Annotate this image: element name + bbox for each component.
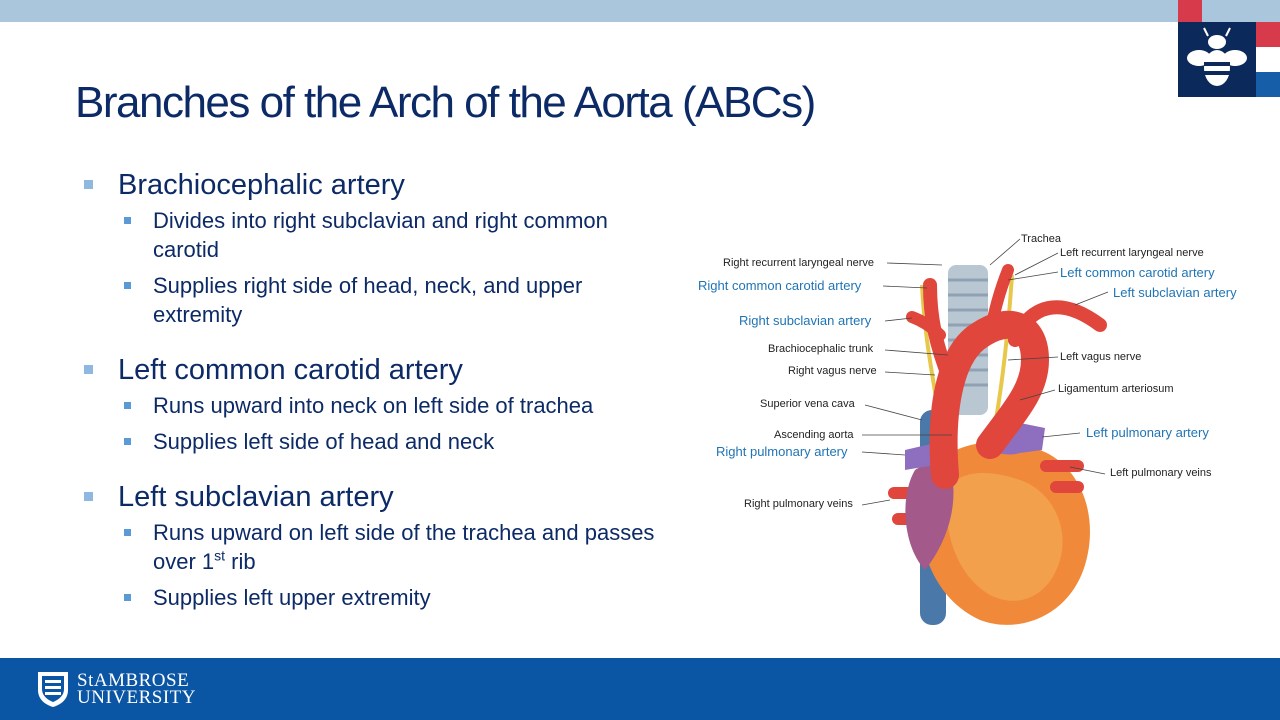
label-brachiocephalic-trunk: Brachiocephalic trunk (768, 343, 874, 355)
logo-blue-stripe (1256, 72, 1280, 97)
bullet-group (84, 480, 664, 612)
university-name-line1: StAMBROSE (77, 670, 190, 691)
heart-diagram (690, 225, 1260, 635)
label-right-vagus-nerve: Right vagus nerve (788, 365, 877, 377)
bullet-group (84, 168, 664, 329)
label-left-common-carotid-artery: Left common carotid artery (1060, 265, 1215, 280)
label-left-pulmonary-veins: Left pulmonary veins (1110, 467, 1212, 479)
label-right-common-carotid-artery: Right common carotid artery (698, 278, 862, 293)
crest-icon (36, 670, 70, 708)
bullet-text-tail: rib (225, 549, 256, 574)
bullet-heading: Left common carotid artery (84, 353, 664, 387)
bullet-item: Divides into right subclavian and right common carotid (84, 206, 664, 264)
label-right-recurrent-laryngeal-nerve: Right recurrent laryngeal nerve (723, 257, 875, 269)
logo-navy-square (1178, 22, 1256, 97)
bullet-list (84, 168, 664, 636)
slide-title: Branches of the Arch of the Aorta (ABCs) (75, 78, 815, 127)
bee-icon (1186, 26, 1248, 92)
bullet-heading: Brachiocephalic artery (84, 168, 664, 202)
superscript: st (214, 547, 226, 564)
bullet-item: Supplies left upper extremity (84, 583, 664, 612)
label-trachea: Trachea (1021, 233, 1061, 245)
label-left-recurrent-laryngeal-nerve: Left recurrent laryngeal nerve (1060, 247, 1204, 259)
label-superior-vena-cava: Superior vena cava (760, 398, 855, 410)
label-ligamentum-arteriosum: Ligamentum arteriosum (1058, 383, 1174, 395)
bullet-heading: Left subclavian artery (84, 480, 664, 514)
bullet-group (84, 353, 664, 456)
label-right-pulmonary-veins: Right pulmonary veins (744, 498, 853, 510)
label-left-subclavian-artery: Left subclavian artery (1113, 285, 1237, 300)
bullet-item: Supplies right side of head, neck, and upper extremity (84, 271, 664, 329)
bullet-text: Runs upward on left side of the trachea and passes over 1 (153, 520, 655, 574)
logo-white-stripe (1256, 47, 1280, 72)
bullet-item: Runs upward into neck on left side of trachea (84, 391, 664, 420)
footer-bar (0, 658, 1280, 720)
bullet-item (84, 518, 664, 576)
bullet-item: Supplies left side of head and neck (84, 427, 664, 456)
logo-red-square (1178, 0, 1202, 22)
label-right-pulmonary-artery: Right pulmonary artery (716, 444, 848, 459)
logo-red-stripe (1256, 22, 1280, 47)
university-logo (1178, 0, 1280, 97)
university-name-line2: UNIVERSITY (77, 687, 196, 708)
label-ascending-aorta: Ascending aorta (774, 429, 854, 441)
university-name (77, 672, 196, 706)
label-left-pulmonary-artery: Left pulmonary artery (1086, 425, 1209, 440)
label-left-vagus-nerve: Left vagus nerve (1060, 351, 1142, 363)
top-accent-bar (0, 0, 1280, 22)
label-right-subclavian-artery: Right subclavian artery (739, 313, 872, 328)
